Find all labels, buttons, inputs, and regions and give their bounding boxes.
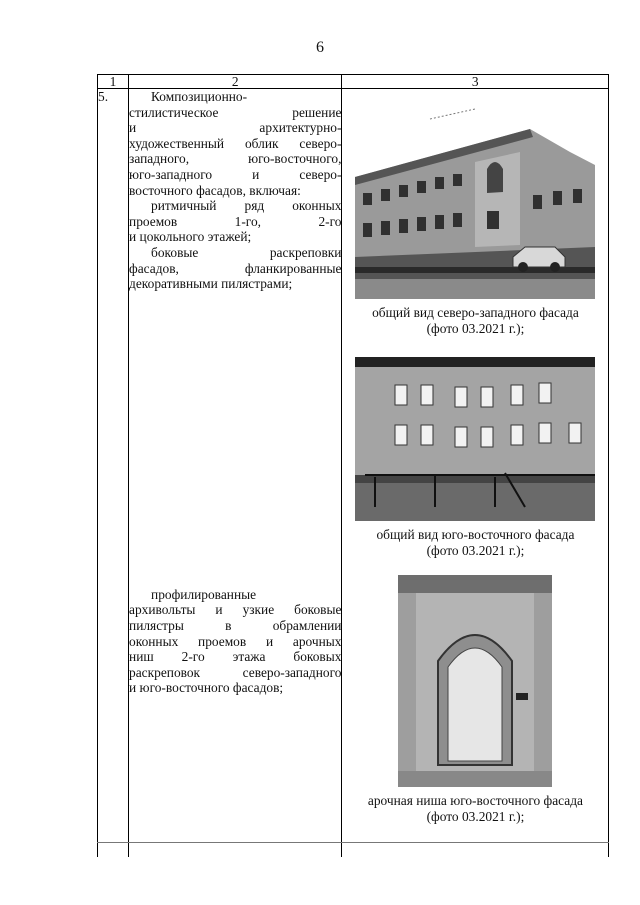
caption-line: общий вид северо-западного фасада — [372, 305, 579, 320]
text-line: оконных проемов и арочных — [129, 633, 342, 649]
paragraph-side-projections — [129, 245, 341, 292]
table-row — [98, 89, 609, 858]
photo-caption — [342, 305, 608, 337]
caption-line: (фото 03.2021 г.); — [426, 321, 525, 336]
photo-block-arched-niche — [342, 575, 608, 825]
row-number: 5. — [98, 89, 129, 858]
text-line: декоративными пилястрами; — [129, 276, 293, 292]
text-line: фасадов, фланкированные — [129, 260, 342, 276]
caption-line: общий вид юго-восточного фасада — [376, 527, 575, 542]
text-line: профилированные — [151, 586, 257, 602]
description-cell — [129, 89, 342, 858]
photo-cell — [342, 89, 609, 858]
table-bottom-line — [97, 842, 609, 843]
arched-niche-photo — [398, 575, 552, 787]
text-line: и юго-восточного фасадов; — [129, 680, 284, 696]
text-line: и цокольного этажей; — [129, 229, 252, 245]
northwest-facade-photo — [355, 107, 595, 299]
text-line: Композиционно- — [151, 89, 248, 104]
caption-line: (фото 03.2021 г.); — [426, 543, 525, 558]
caption-line: (фото 03.2021 г.); — [426, 809, 525, 824]
text-line: стилистическое решение — [129, 104, 342, 120]
text-line: и архитектурно- — [129, 120, 342, 136]
caption-line: арочная ниша юго-восточного фасада — [367, 793, 583, 808]
photo-block-northwest — [342, 107, 608, 337]
paragraph-composition — [129, 89, 341, 198]
photo-block-southeast — [342, 357, 608, 559]
photo-caption — [342, 793, 608, 825]
text-line: боковые раскреповки — [151, 244, 342, 260]
paragraph-archivolts — [129, 587, 341, 696]
header-col-1: 1 — [98, 75, 129, 89]
southeast-facade-photo — [355, 357, 595, 521]
text-line: западного, юго-восточного, — [129, 151, 342, 167]
text-line: ритмичный ряд оконных — [151, 198, 342, 214]
photo-caption — [342, 527, 608, 559]
text-line: проемов 1-го, 2-го — [129, 213, 342, 229]
text-line: пилястры в обрамлении — [129, 617, 342, 633]
text-line: ниш 2-го этажа боковых — [129, 649, 342, 665]
table-header-row — [98, 75, 609, 89]
text-line: художественный облик северо- — [129, 135, 342, 151]
header-col-3: 3 — [342, 75, 609, 89]
page-number: 6 — [316, 39, 324, 56]
header-col-2: 2 — [129, 75, 342, 89]
text-line: юго-западного и северо- — [129, 166, 342, 182]
text-line: восточного фасадов, включая: — [129, 182, 301, 198]
monument-table — [97, 74, 609, 857]
text-line: архивольты и узкие боковые — [129, 602, 342, 618]
text-line: раскреповок северо-западного — [129, 664, 342, 680]
paragraph-window-rhythm — [129, 198, 341, 245]
